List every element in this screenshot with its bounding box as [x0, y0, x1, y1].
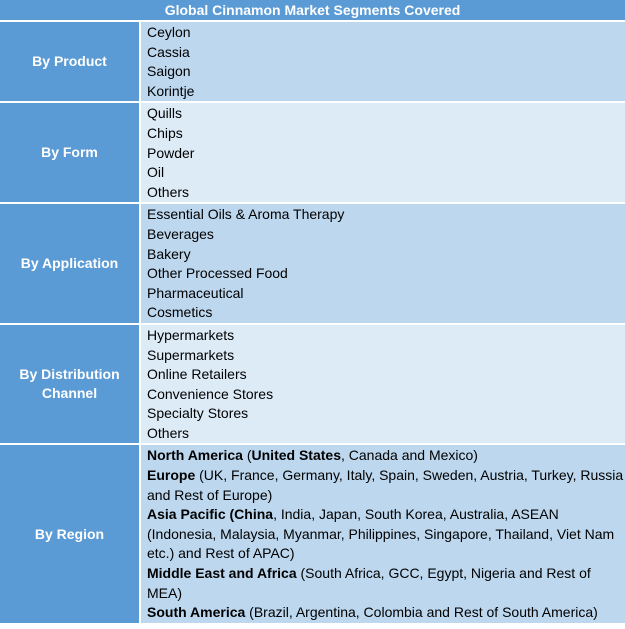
region-middle-east-africa	[147, 564, 625, 603]
list-item: Essential Oils & Aroma Therapy	[147, 206, 345, 223]
list-item: Beverages	[147, 225, 214, 242]
list-item: Bakery	[147, 245, 191, 262]
list-item: Other Processed Food	[147, 265, 288, 282]
list-item: Powder	[147, 144, 195, 161]
items-by-form	[140, 102, 625, 203]
items-by-product	[140, 21, 625, 102]
items-by-distribution-channel	[140, 324, 625, 445]
region-asia-pacific	[147, 505, 625, 564]
region-name: Europe	[147, 467, 196, 484]
list-item: Saigon	[147, 63, 191, 80]
region-name: South America	[147, 604, 246, 621]
category-by-distribution-channel: By Distribution Channel	[0, 324, 140, 445]
items-by-region	[140, 444, 625, 623]
row-by-region	[0, 444, 625, 623]
category-by-form: By Form	[0, 102, 140, 203]
category-by-product: By Product	[0, 21, 140, 102]
region-countries: (UK, France, Germany, Italy, Spain, Sweden, Austria, Turkey, Russia and Rest of Europe)	[147, 467, 624, 503]
category-by-region: By Region	[0, 444, 140, 623]
category-by-application: By Application	[0, 203, 140, 324]
region-countries-bold: United States	[251, 447, 341, 464]
region-name: Asia Pacific	[147, 506, 226, 523]
region-countries: (South Africa, GCC, Egypt, Nigeria and Rest of MEA)	[147, 565, 591, 601]
list-item: Cosmetics	[147, 304, 213, 321]
list-item: Supermarkets	[147, 346, 235, 363]
list-item: Chips	[147, 124, 183, 141]
list-item: Korintje	[147, 82, 195, 99]
table-title-text: Global Cinnamon Market Segments Covered	[164, 2, 461, 18]
list-item: Ceylon	[147, 24, 191, 40]
region-north-america: North America (United States, Canada and Mexico)	[147, 447, 478, 464]
row-by-distribution-channel	[0, 324, 625, 445]
list-item: Convenience Stores	[147, 385, 274, 402]
row-by-application	[0, 203, 625, 324]
region-countries: , India, Japan, South Korea, Australia, ASEAN (Indonesia, Malaysia, Myanmar, Philippines, Singapore, Thailand, Viet Nam etc.) and Rest of APAC)	[147, 506, 615, 562]
region-countries: , Canada and Mexico)	[340, 447, 478, 464]
items-by-application	[140, 203, 625, 324]
region-countries-bold: (China	[225, 506, 274, 523]
region-europe	[147, 466, 625, 505]
table-title	[0, 0, 625, 21]
list-item: Others	[147, 183, 190, 200]
list-item: Others	[147, 424, 190, 441]
list-item: Oil	[147, 164, 165, 181]
row-by-form	[0, 102, 625, 203]
region-name: Middle East and Africa	[147, 565, 297, 582]
region-countries: (Brazil, Argentina, Colombia and Rest of South America)	[245, 604, 598, 621]
region-name: North America	[147, 447, 243, 464]
list-item: Specialty Stores	[147, 405, 249, 422]
list-item: Cassia	[147, 43, 190, 60]
list-item: Hypermarkets	[147, 326, 235, 343]
row-by-product	[0, 21, 625, 102]
list-item: Quills	[147, 105, 183, 122]
region-south-america	[147, 603, 625, 623]
list-item: Pharmaceutical	[147, 284, 244, 301]
list-item: Online Retailers	[147, 366, 247, 383]
